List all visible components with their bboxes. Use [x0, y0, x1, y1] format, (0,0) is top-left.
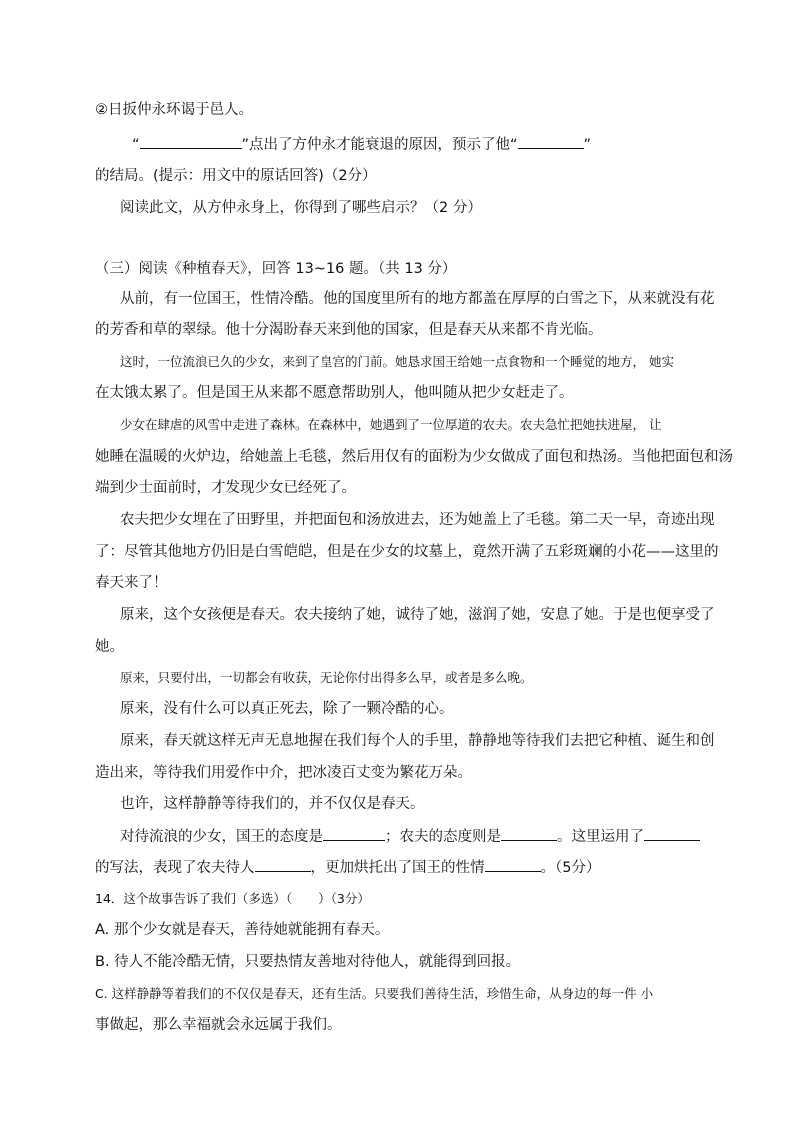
answer-blank[interactable] [140, 134, 242, 149]
answer-blank[interactable] [501, 826, 557, 841]
question-text: ）（3分） [318, 891, 370, 906]
question-text: ，更加烘托出了国王的性情 [310, 860, 485, 876]
fill-blank-question [132, 134, 591, 155]
answer-blank[interactable] [518, 134, 584, 149]
passage-line: 的芳香和草的翠绿。他十分渴盼春天来到他的国家，但是春天从来都不肯光临。 [95, 322, 603, 338]
choice-option-a: A. 那个少女就是春天，善待她就能拥有春天。 [95, 922, 390, 938]
fill-blank-question [95, 857, 600, 878]
passage-line: 她睡在温暖的火炉边，给她盖上毛毯，然后用仅有的面粉为少女做成了面包和热汤。当他把面包和汤 [95, 449, 733, 465]
passage-line: 这时，一位流浪已久的少女，来到了皇宫的门前。她恳求国王给她一点食物和一个睡觉的地方， 她实 [120, 354, 674, 369]
section-heading: （三）阅读《种植春天》，回答 13~16 题。（共 13 分） [95, 261, 457, 277]
question-text: 的写法，表现了农夫待人 [95, 860, 255, 876]
passage-line: 端到少士面前时，才发现少女已经死了。 [95, 480, 356, 496]
passage-line: 少女在肆虐的风雪中走进了森林。在森林中，她遇到了一位厚道的农夫。农夫急忙把她扶进屋， 让 [120, 417, 662, 432]
answer-blank[interactable] [485, 857, 541, 872]
question-text: 对待流浪的少女，国王的态度是 [120, 829, 323, 845]
multiple-choice-question [95, 889, 370, 909]
answer-blank[interactable] [323, 826, 385, 841]
passage-line: 原来，春天就这样无声无息地握在我们每个人的手里，静静地等待我们去把它种植、诞生和创 [120, 733, 715, 749]
answer-blank[interactable] [644, 826, 700, 841]
question-text: ”点出了方仲永才能衰退的原因，预示了他“ [241, 137, 518, 153]
fill-blank-question [120, 826, 700, 847]
answer-blank[interactable] [255, 857, 311, 872]
open-quote: “ [132, 137, 140, 153]
text-line: 的结局。(提示：用文中的原话回答)（2分） [95, 168, 377, 184]
question-text: 。这里运用了 [557, 829, 644, 845]
passage-line: 她。 [95, 639, 124, 655]
text-line: ②日扳仲永环谒于邑人。 [95, 102, 253, 118]
question-text: 14．这个故事告诉了我们（多选）（ [95, 891, 293, 906]
choice-option-c: C. 这样静静等着我们的不仅仅是春天，还有生活。只要我们善待生活，珍惜生命，从身边的每一件 小 [95, 986, 654, 1001]
choice-option-c-continued: 事做起，那么幸福就会永远属于我们。 [95, 1017, 342, 1033]
passage-line: 从前，有一位国王，性情冷酷。他的国度里所有的地方都盖在厚厚的白雪之下，从来就没有花 [120, 291, 715, 307]
question-text: 。（5分） [540, 860, 601, 876]
passage-line: 原来，只要付出，一切都会有收获，无论你付出得多么早，或者是多么晚。 [120, 670, 533, 685]
passage-line: 原来，没有什么可以真正死去，除了一颗冷酷的心。 [120, 701, 454, 717]
question-text: ；农夫的态度则是 [385, 829, 501, 845]
choice-option-b: B. 待人不能冷酷无情，只要热情友善地对待他人，就能得到回报。 [95, 954, 521, 970]
passage-line: 农夫把少女埋在了田野里，并把面包和汤放进去，还为她盖上了毛毯。第二天一早，奇迹出现 [120, 512, 715, 528]
close-quote: ” [583, 137, 592, 153]
passage-line: 也许，这样静静等待我们的，并不仅仅是春天。 [120, 796, 425, 812]
passage-line: 造出来，等待我们用爱作中介，把冰凌百丈变为繁花万朵。 [95, 765, 472, 781]
passage-line: 在太饿太累了。但是国王从来都不愿意帮助别人，他叫随从把少女赶走了。 [95, 385, 574, 401]
passage-line: 了：尽管其他地方仍旧是白雪皑皑，但是在少女的坟墓上，竟然开满了五彩斑斓的小花——这里的 [95, 544, 719, 560]
passage-line: 原来，这个女孩便是春天。农夫接纳了她，诚待了她，滋润了她，安息了她。于是也便享受了 [120, 607, 715, 623]
passage-line: 春天来了！ [95, 575, 168, 591]
question-text: 阅读此文，从方仲永身上，你得到了哪些启示？（2 分） [120, 200, 482, 216]
